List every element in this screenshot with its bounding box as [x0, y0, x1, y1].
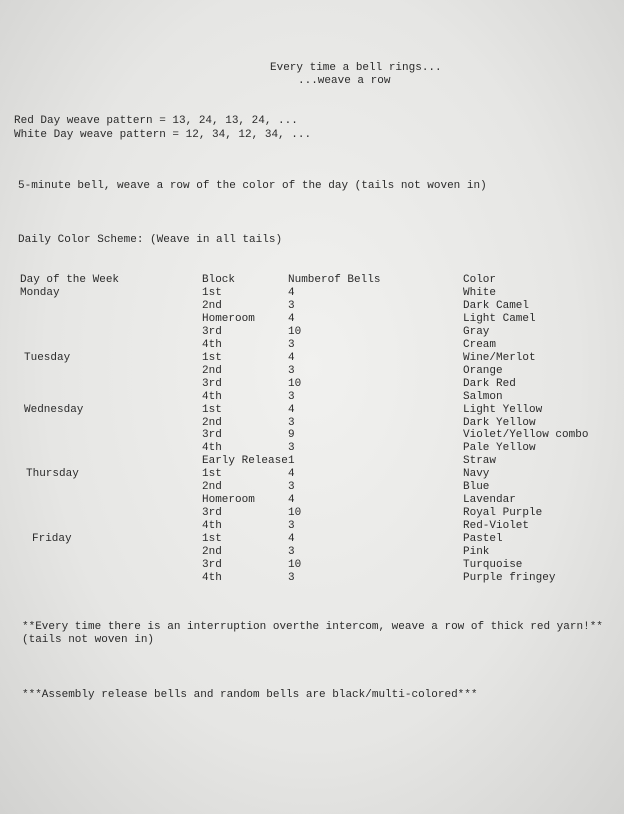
row-block: Homeroom [202, 313, 255, 325]
row-bells: 3 [288, 546, 295, 558]
row-day: Friday [32, 533, 72, 545]
row-bells: 9 [288, 429, 295, 441]
row-color: Red-Violet [463, 520, 530, 532]
row-bells: 4 [288, 494, 295, 506]
row-color: Purple fringey [463, 572, 556, 584]
row-color: Pink [463, 546, 490, 558]
row-day: Wednesday [24, 404, 84, 416]
row-block: 2nd [202, 481, 222, 493]
header-bells: Numberof Bells [288, 274, 381, 286]
assembly-note: ***Assembly release bells and random bells are black/multi-colored*** [22, 689, 478, 701]
row-bells: 4 [288, 404, 295, 416]
row-color: Cream [463, 339, 497, 351]
row-bells: 3 [288, 391, 295, 403]
row-color: Pastel [463, 533, 503, 545]
daily-scheme-heading: Daily Color Scheme: (Weave in all tails) [18, 234, 283, 246]
row-color: Light Yellow [463, 404, 543, 416]
row-color: Dark Yellow [463, 417, 536, 429]
white-day-pattern: White Day weave pattern = 12, 34, 12, 34, ... [14, 129, 312, 141]
row-day: Thursday [26, 468, 79, 480]
row-block: 4th [202, 572, 222, 584]
row-block: 4th [202, 391, 222, 403]
row-block: 1st [202, 533, 222, 545]
row-block: 4th [202, 339, 222, 351]
row-color: Blue [463, 481, 490, 493]
row-bells: 10 [288, 378, 302, 390]
header-block: Block [202, 274, 236, 286]
row-block: 3rd [202, 507, 222, 519]
row-color: Turquoise [463, 559, 523, 571]
row-color: Wine/Merlot [463, 352, 536, 364]
row-block: Early Release [202, 455, 288, 467]
row-day: Monday [20, 287, 60, 299]
row-block: Homeroom [202, 494, 255, 506]
row-color: Orange [463, 365, 503, 377]
row-bells: 1 [288, 455, 295, 467]
red-day-pattern: Red Day weave pattern = 13, 24, 13, 24, ... [14, 115, 298, 127]
row-color: Salmon [463, 391, 503, 403]
intercom-note-tails: (tails not woven in) [22, 634, 155, 646]
row-block: 3rd [202, 326, 222, 338]
row-block: 3rd [202, 559, 222, 571]
page-subtitle: ...weave a row [298, 75, 391, 87]
row-color: Violet/Yellow combo [463, 429, 589, 441]
row-block: 2nd [202, 300, 222, 312]
row-color: Royal Purple [463, 507, 543, 519]
row-block: 3rd [202, 429, 222, 441]
row-bells: 10 [288, 559, 302, 571]
row-block: 2nd [202, 365, 222, 377]
row-block: 4th [202, 520, 222, 532]
row-color: Navy [463, 468, 490, 480]
row-color: Lavendar [463, 494, 516, 506]
header-day: Day of the Week [20, 274, 120, 286]
row-day: Tuesday [24, 352, 71, 364]
row-bells: 4 [288, 468, 295, 480]
row-block: 2nd [202, 417, 222, 429]
row-color: Dark Camel [463, 300, 530, 312]
page-title: Every time a bell rings... [270, 62, 442, 74]
intercom-note: **Every time there is an interruption overthe intercom, weave a row of thick red yarn!** [22, 621, 603, 633]
row-bells: 3 [288, 520, 295, 532]
row-block: 4th [202, 442, 222, 454]
row-color: Dark Red [463, 378, 516, 390]
row-bells: 10 [288, 507, 302, 519]
five-minute-bell-note: 5-minute bell, weave a row of the color of the day (tails not woven in) [18, 180, 487, 192]
row-color: Straw [463, 455, 497, 467]
row-bells: 4 [288, 287, 295, 299]
row-bells: 3 [288, 339, 295, 351]
row-bells: 3 [288, 365, 295, 377]
row-color: Light Camel [463, 313, 536, 325]
row-bells: 4 [288, 352, 295, 364]
row-bells: 3 [288, 572, 295, 584]
row-block: 1st [202, 404, 222, 416]
row-color: White [463, 287, 497, 299]
row-bells: 4 [288, 313, 295, 325]
row-bells: 3 [288, 300, 295, 312]
row-bells: 10 [288, 326, 302, 338]
row-block: 1st [202, 287, 222, 299]
row-bells: 3 [288, 481, 295, 493]
row-block: 1st [202, 468, 222, 480]
row-bells: 4 [288, 533, 295, 545]
row-block: 1st [202, 352, 222, 364]
row-block: 3rd [202, 378, 222, 390]
row-color: Pale Yellow [463, 442, 536, 454]
row-bells: 3 [288, 442, 295, 454]
header-color: Color [463, 274, 497, 286]
row-block: 2nd [202, 546, 222, 558]
row-color: Gray [463, 326, 490, 338]
row-bells: 3 [288, 417, 295, 429]
